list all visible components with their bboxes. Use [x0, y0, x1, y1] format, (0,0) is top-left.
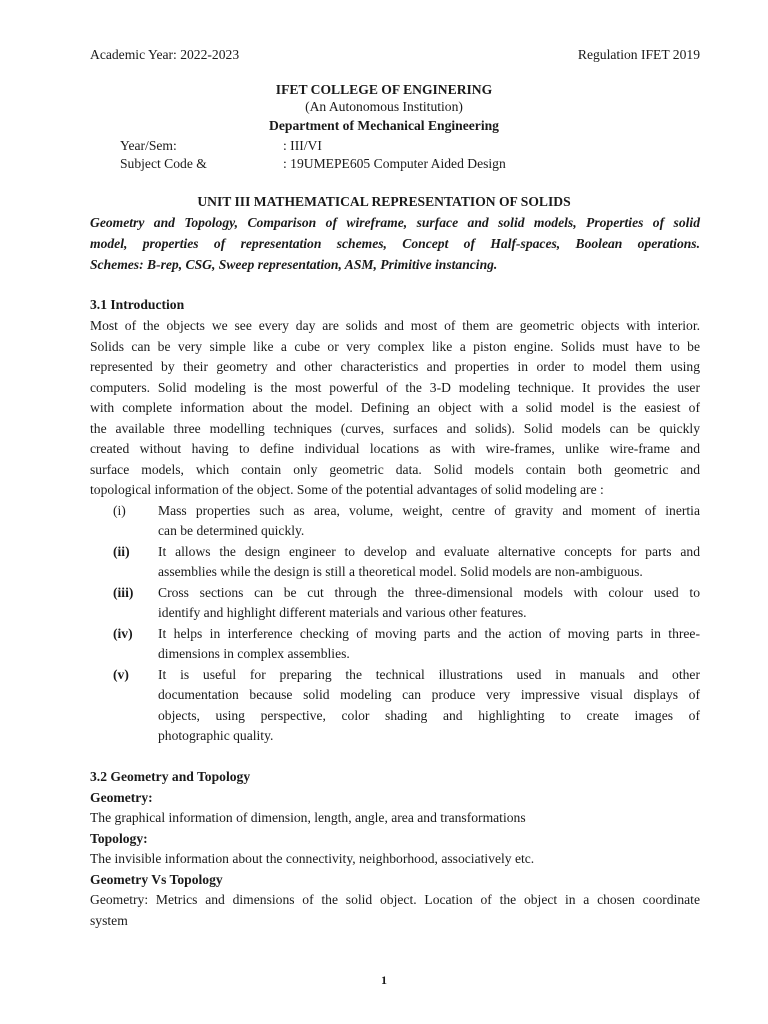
autonomous-label: (An Autonomous Institution): [305, 99, 463, 114]
paragraph-line: with complete information about the model. Defining an object with a solid model is the easiest of: [90, 400, 700, 415]
paragraph-line: Most of the objects we see every day are solids and most of them are geometric objects with interior.: [90, 318, 700, 333]
year-sem-value: : III/VI: [283, 138, 322, 153]
list-item-line: assemblies while the design is still a theoretical model. Solid models are non-ambiguous.: [158, 564, 643, 579]
list-item-line: photographic quality.: [158, 728, 274, 743]
department-name: Department of Mechanical Engineering: [269, 118, 499, 133]
paragraph-line: surface models, which contain only geometric data. Solid models contain both geometric and: [90, 462, 700, 477]
list-item-line: It helps in interference checking of moving parts and the action of moving parts in three-: [158, 626, 700, 641]
geometry-label: Geometry:: [90, 790, 153, 805]
paragraph-line: Solids can be very simple like a cube or very complex like a piston engine. Solids must have to be: [90, 339, 700, 354]
list-item-line: It is useful for preparing the technical illustrations used in manuals and other: [158, 667, 700, 682]
paragraph-line: created without having to define individual locations as with wire-frames, unlike wire-frame and: [90, 441, 700, 456]
syllabus-line: Geometry and Topology, Comparison of wireframe, surface and solid models, Properties of solid: [90, 215, 700, 230]
list-item-line: Cross sections can be cut through the three-dimensional models with colour used to: [158, 585, 700, 600]
section-heading-geometry-topology: 3.2 Geometry and Topology: [90, 769, 251, 784]
paragraph-line: the available three modelling techniques (curves, surfaces and solids). Solid models can be quickly: [90, 421, 700, 436]
list-item-line: It allows the design engineer to develop and evaluate alternative concepts for parts and: [158, 544, 700, 559]
year-sem-label: Year/Sem:: [120, 138, 177, 153]
paragraph-line: topological information of the object. Some of the potential advantages of solid modeling are :: [90, 482, 604, 497]
list-item-line: objects, using perspective, color shading and highlighting to create images of: [158, 708, 700, 723]
geometry-definition: The graphical information of dimension, length, angle, area and transformations: [90, 810, 526, 825]
paragraph-line: represented by their geometry and other characteristics and properties in order to model them using: [90, 359, 700, 374]
list-number: (v): [113, 667, 129, 682]
page-number: 1: [381, 973, 387, 987]
syllabus-line: Schemes: B-rep, CSG, Sweep representation, ASM, Primitive instancing.: [90, 257, 498, 272]
college-name: IFET COLLEGE OF ENGINERING: [275, 82, 493, 97]
list-item-line: dimensions in complex assemblies.: [158, 646, 350, 661]
subject-code-label: Subject Code &: [120, 156, 207, 171]
unit-title: UNIT III MATHEMATICAL REPRESENTATION OF SOLIDS: [197, 194, 571, 209]
geometry-vs-topology-label: Geometry Vs Topology: [90, 872, 223, 887]
paragraph-line: Geometry: Metrics and dimensions of the solid object. Location of the object in a chosen coordinate: [90, 892, 700, 907]
list-number: (iv): [113, 626, 133, 641]
paragraph-line: computers. Solid modeling is the most powerful of the 3-D modeling technique. It provides the user: [90, 380, 700, 395]
list-number: (iii): [113, 585, 134, 600]
regulation: Regulation IFET 2019: [577, 47, 700, 62]
list-item-line: identify and highlight different materials and various other features.: [158, 605, 527, 620]
list-number: (ii): [113, 544, 130, 559]
list-item-line: can be determined quickly.: [158, 523, 305, 538]
list-number: (i): [113, 503, 126, 518]
list-item-line: Mass properties such as area, volume, weight, centre of gravity and moment of inertia: [158, 503, 700, 518]
subject-code-value: : 19UMEPE605 Computer Aided Design: [283, 156, 506, 171]
syllabus-line: model, properties of representation schemes, Concept of Half-spaces, Boolean operations.: [90, 236, 700, 251]
list-item-line: documentation because solid modeling can produce very impressive visual displays of: [158, 687, 700, 702]
topology-definition: The invisible information about the connectivity, neighborhood, associatively etc.: [90, 851, 535, 866]
topology-label: Topology:: [90, 831, 148, 846]
academic-year: Academic Year: 2022-2023: [90, 47, 240, 62]
section-heading-introduction: 3.1 Introduction: [90, 297, 185, 312]
paragraph-line: system: [90, 913, 128, 928]
